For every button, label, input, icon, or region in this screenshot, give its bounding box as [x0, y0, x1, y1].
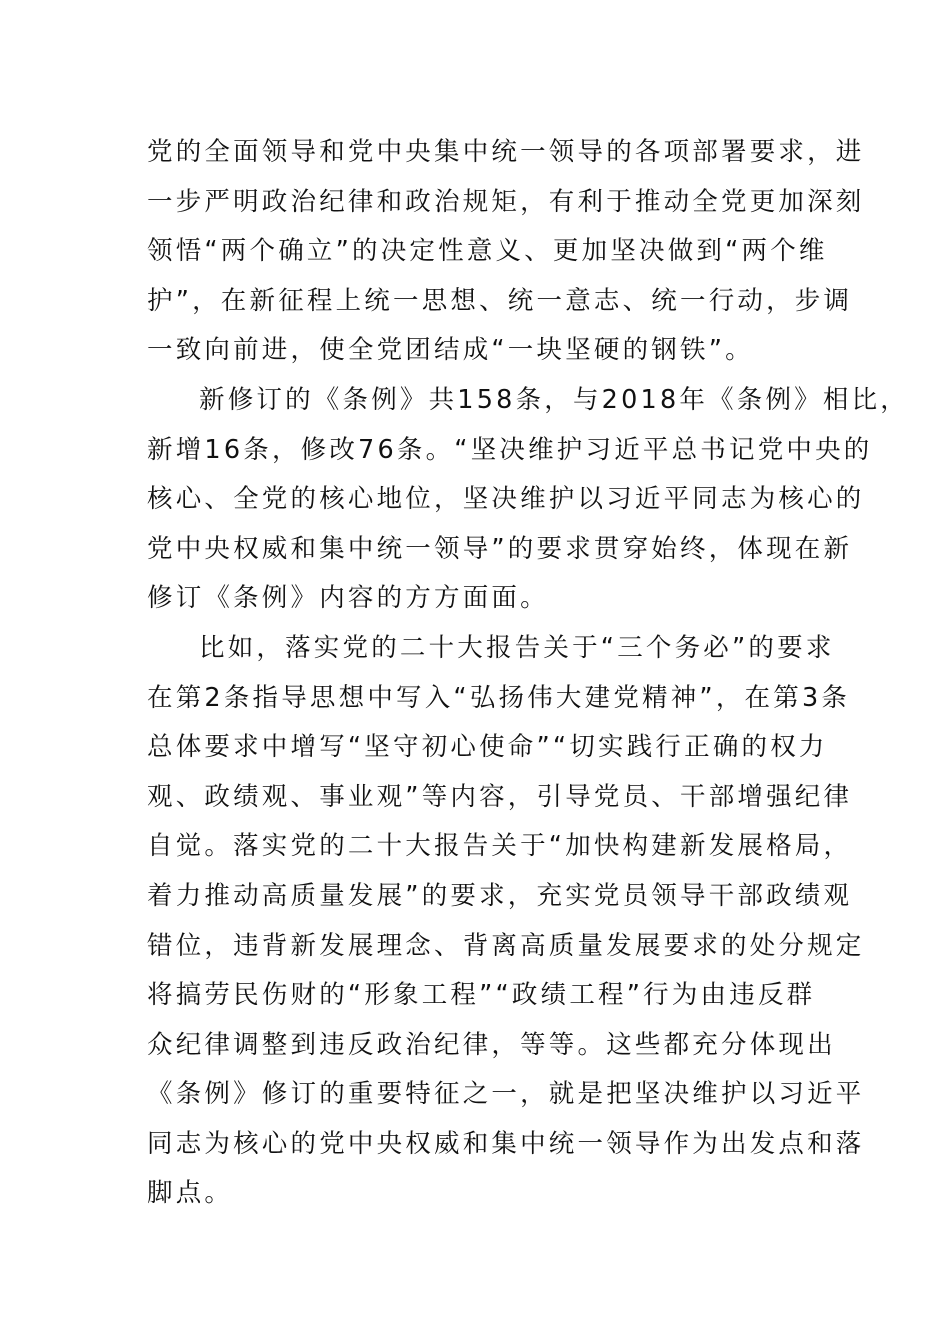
paragraph-1-line-4: 护”，在新征程上统一思想、统一意志、统一行动，步调: [147, 285, 853, 316]
paragraph-1-line-2: 一步严明政治纪律和政治规矩，有利于推动全党更加深刻: [147, 186, 865, 217]
paragraph-1-line-3: 领悟“两个确立”的决定性意义、更加坚决做到“两个维: [147, 236, 828, 267]
paragraph-3-line-8: 将搞劳民伤财的“形象工程”“政绩工程”行为由违反群: [147, 980, 816, 1011]
paragraph-3-line-4: 观、政绩观、事业观”等内容，引导党员、干部增强纪律: [147, 781, 853, 812]
document-body: [147, 128, 909, 1219]
paragraph-3-line-6: 着力推动高质量发展”的要求，充实党员领导干部政绩观: [147, 880, 853, 911]
paragraph-2-line-3: 核心、全党的核心地位，坚决维护以习近平同志为核心的: [147, 484, 865, 515]
paragraph-3-line-7: 错位，违背新发展理念、背离高质量发展要求的处分规定: [147, 930, 865, 961]
paragraph-1-line-5: 一致向前进，使全党团结成“一块坚硬的钢铁”。: [147, 335, 754, 366]
paragraph-1-line-1: 党的全面领导和党中央集中统一领导的各项部署要求，进: [147, 137, 865, 167]
paragraph-3-line-10: 《条例》修订的重要特征之一，就是把坚决维护以习近平: [147, 1079, 865, 1110]
paragraph-2-line-5: 修订《条例》内容的方方面面。: [147, 583, 549, 614]
paragraph-3-line-9: 众纪律调整到违反政治纪律，等等。这些都充分体现出: [147, 1029, 836, 1060]
paragraph-3-line-5: 自觉。落实党的二十大报告关于“加快构建新发展格局，: [147, 831, 853, 862]
paragraph-3-line-3: 总体要求中增写“坚守初心使命”“切实践行正确的权力: [147, 732, 828, 763]
paragraph-3-line-2: 在第2条指导思想中写入“弘扬伟大建党精神”，在第3条: [147, 682, 851, 713]
paragraph-2-line-2: 新增16条，修改76条。“坚决维护习近平总书记党中央的: [147, 434, 873, 465]
paragraph-2-line-4: 党中央权威和集中统一领导”的要求贯穿始终，体现在新: [147, 533, 853, 564]
paragraph-3-line-11: 同志为核心的党中央权威和集中统一领导作为出发点和落: [147, 1128, 865, 1159]
paragraph-3-line-1: 比如，落实党的二十大报告关于“三个务必”的要求: [199, 632, 835, 663]
paragraph-2-line-1: 新修订的《条例》共158条，与2018年《条例》相比，: [199, 384, 909, 415]
paragraph-3-line-12: 脚点。: [147, 1178, 234, 1209]
